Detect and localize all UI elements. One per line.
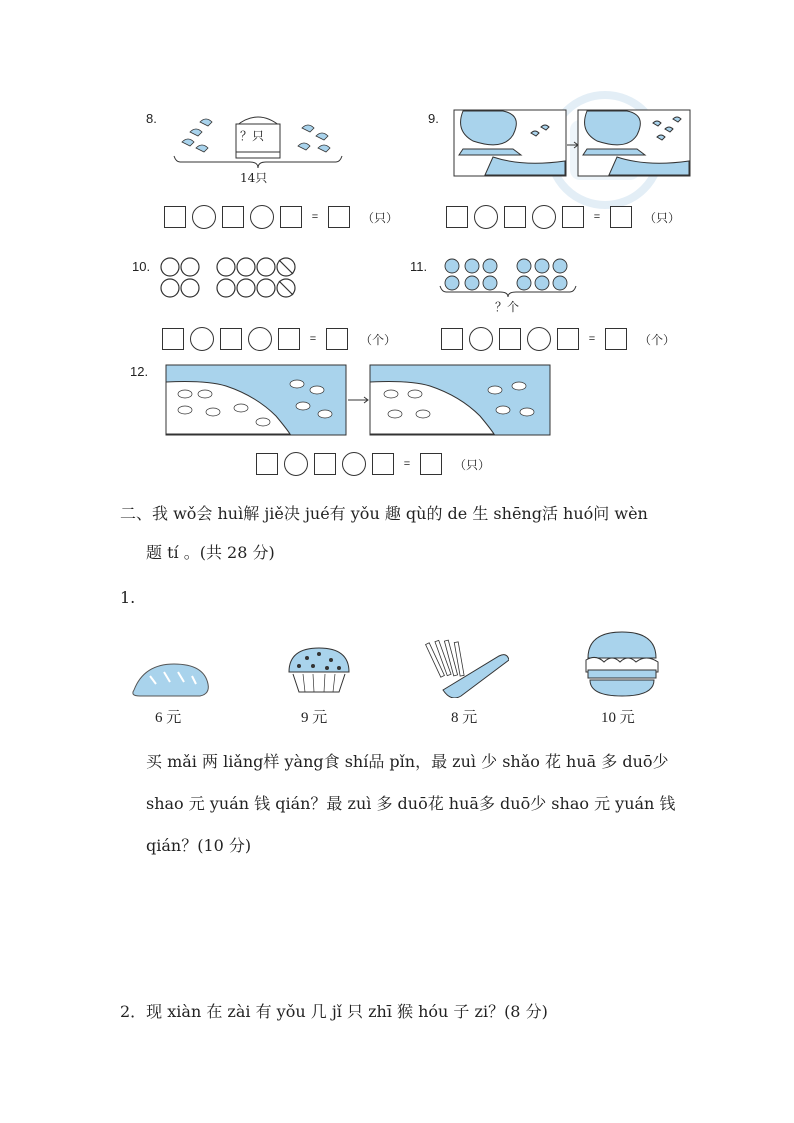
unit-label: （个） bbox=[639, 332, 676, 347]
problem-9-equation bbox=[446, 205, 680, 229]
unit-label: （只） bbox=[454, 457, 491, 472]
operator-circle[interactable] bbox=[474, 205, 498, 229]
equals-sign: = bbox=[403, 458, 411, 470]
operator-circle[interactable] bbox=[284, 452, 308, 476]
apples-question-label: ？个 bbox=[495, 300, 520, 314]
answer-box[interactable] bbox=[164, 206, 186, 228]
operator-circle[interactable] bbox=[527, 327, 551, 351]
problem-12-number: 12. bbox=[130, 364, 149, 379]
question-1-text-line3: qián？(10 分) bbox=[146, 836, 252, 855]
answer-box[interactable] bbox=[256, 453, 278, 475]
answer-box[interactable] bbox=[162, 328, 184, 350]
operator-circle[interactable] bbox=[190, 327, 214, 351]
answer-box[interactable] bbox=[499, 328, 521, 350]
answer-box[interactable] bbox=[314, 453, 336, 475]
problem-10-number: 10. bbox=[132, 259, 151, 274]
item-price: 10 元 bbox=[601, 710, 635, 726]
burger-icon bbox=[582, 630, 662, 700]
result-box[interactable] bbox=[328, 206, 350, 228]
answer-box[interactable] bbox=[222, 206, 244, 228]
problem-11-equation bbox=[441, 327, 675, 351]
answer-box[interactable] bbox=[504, 206, 526, 228]
equals-sign: = bbox=[311, 211, 319, 223]
item-price: 6 元 bbox=[155, 710, 182, 726]
problem-11-number: 11. bbox=[410, 259, 428, 274]
operator-circle[interactable] bbox=[469, 327, 493, 351]
question-2-text: 2．现 xiàn 在 zài 有 yǒu 几 jǐ 只 zhī 猴 hóu 子 zi？(8 分) bbox=[120, 1002, 548, 1021]
unit-label: （个） bbox=[360, 332, 397, 347]
operator-circle[interactable] bbox=[248, 327, 272, 351]
equals-sign: = bbox=[593, 211, 601, 223]
operator-circle[interactable] bbox=[532, 205, 556, 229]
operator-circle[interactable] bbox=[192, 205, 216, 229]
answer-box[interactable] bbox=[557, 328, 579, 350]
cupcake-icon bbox=[285, 646, 353, 696]
result-box[interactable] bbox=[420, 453, 442, 475]
answer-box[interactable] bbox=[372, 453, 394, 475]
equals-sign: = bbox=[309, 333, 317, 345]
result-box[interactable] bbox=[326, 328, 348, 350]
unit-label: （只） bbox=[644, 210, 681, 225]
question-1-text-line2: shao 元 yuán 钱 qián？最 zuì 多 duō花 huā多 duō少 shao 元 yuán 钱 bbox=[146, 794, 676, 813]
item-price: 8 元 bbox=[451, 710, 478, 726]
question-1-number: 1. bbox=[120, 588, 136, 607]
problem-12-equation bbox=[256, 452, 490, 476]
boat-birds-figure bbox=[453, 109, 691, 179]
result-box[interactable] bbox=[610, 206, 632, 228]
result-box[interactable] bbox=[605, 328, 627, 350]
question-1-text-line1: 买 mǎi 两 liǎng样 yàng食 shí品 pǐn，最 zuì 少 shǎo 花 huā 多 duō少 bbox=[146, 752, 669, 771]
fries-icon bbox=[423, 636, 509, 698]
unit-label: （只） bbox=[362, 210, 399, 225]
answer-box[interactable] bbox=[441, 328, 463, 350]
answer-box[interactable] bbox=[446, 206, 468, 228]
section-2-heading-line1: 二、我 wǒ会 huì解 jiě决 jué有 yǒu 趣 qù的 de 生 shēng活 huó问 wèn bbox=[120, 504, 648, 523]
section-2-heading-line2: 题 tí 。(共 28 分) bbox=[146, 543, 275, 562]
cage-question-label: ？只 bbox=[240, 129, 265, 143]
circles-figure bbox=[160, 256, 300, 300]
operator-circle[interactable] bbox=[342, 452, 366, 476]
answer-box[interactable] bbox=[278, 328, 300, 350]
problem-8-equation bbox=[164, 205, 398, 229]
total-birds-label: 14只 bbox=[240, 171, 268, 185]
problem-10-equation bbox=[162, 327, 396, 351]
answer-box[interactable] bbox=[280, 206, 302, 228]
answer-box[interactable] bbox=[220, 328, 242, 350]
ducks-pond-figure bbox=[165, 364, 551, 438]
bread-icon bbox=[130, 660, 210, 700]
answer-box[interactable] bbox=[562, 206, 584, 228]
operator-circle[interactable] bbox=[250, 205, 274, 229]
equals-sign: = bbox=[588, 333, 596, 345]
item-price: 9 元 bbox=[301, 710, 328, 726]
problem-8-number: 8. bbox=[146, 111, 157, 126]
problem-9-number: 9. bbox=[428, 111, 439, 126]
